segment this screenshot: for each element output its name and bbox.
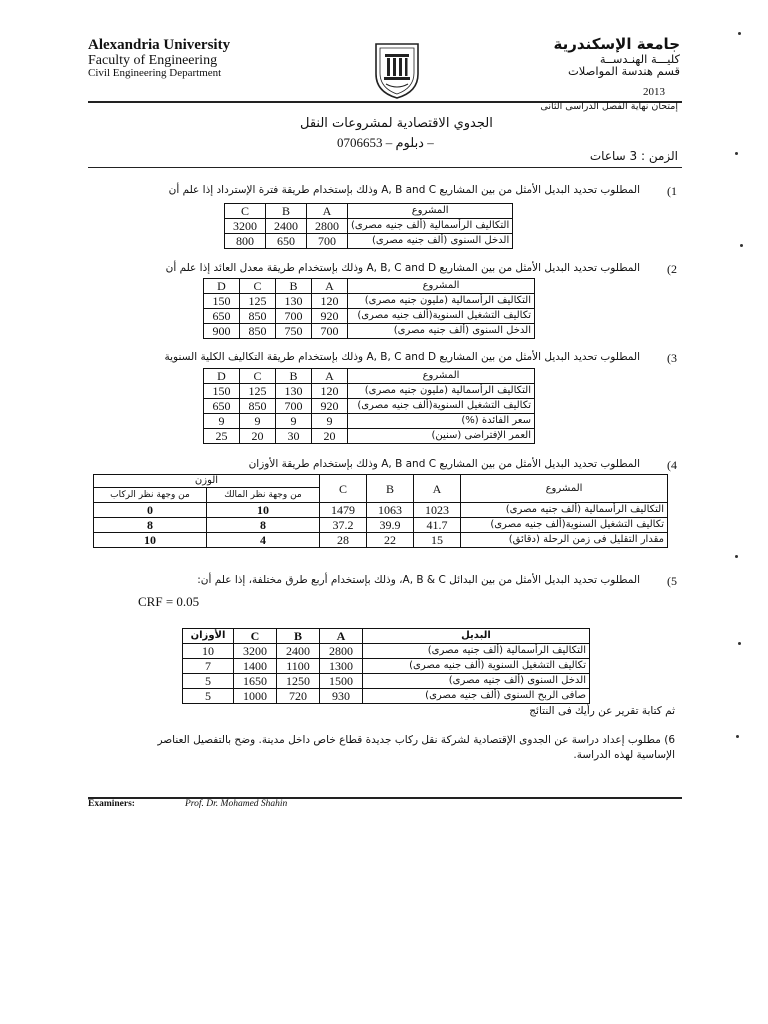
q1-table <box>224 203 513 249</box>
table-row: 3200 2400 2800 التكاليف الرأسمالية (ألف جنيه مصرى) <box>225 219 513 234</box>
table-row: 150 125 130 120 التكاليف الرأسمالية (مليون جنيه مصرى) <box>204 294 535 309</box>
university-name-ar: جامعة الإسكندرية <box>553 35 680 53</box>
q1-text: المطلوب تحديد البديل الأمثل من بين المشاريع A, B and C وذلك بإستخدام طريقة فترة الإسترداد إذا علم أن <box>168 184 640 196</box>
course-code: 0706653 – دبلوم – <box>337 135 434 150</box>
table-row: 5 1650 1250 1500 الدخل السنوى (ألف جنيه مصرى) <box>183 674 590 689</box>
q1-number: (1 <box>667 184 677 198</box>
table-row: 900 850 750 700 الدخل السنوى (ألف جنيه مصرى) <box>204 324 535 339</box>
examiner-name: Prof. Dr. Mohamed Shahin <box>185 799 288 809</box>
course-title: الجدوي الاقتصادية لمشروعات النقل <box>300 116 493 131</box>
table-header-row: الأوزان C B A البديل <box>183 629 590 644</box>
table-row: 10 4 28 22 15 مقدار التقليل فى زمن الرحلة (دقائق) <box>94 533 668 548</box>
table-header-row: D C B A المشروع <box>204 369 535 384</box>
q4-text: المطلوب تحديد البديل الأمثل من بين المشاريع A, B and C وذلك بإستخدام طريقة الأوزان <box>248 458 640 470</box>
faculty-name-ar: كليـــة الهنـدســة <box>599 51 680 66</box>
table-row: 150 125 130 120 التكاليف الرأسمالية (مليون جنيه مصرى) <box>204 384 535 399</box>
q6-line2: الإساسية لهذه الدراسة. <box>573 749 675 761</box>
q2-table <box>203 278 535 339</box>
table-row: 650 850 700 920 تكاليف التشغيل السنوية(ألف جنيه مصرى) <box>204 399 535 414</box>
table-row: 0 10 1479 1063 1023 التكاليف الرأسمالية (ألف جنيه مصرى) <box>94 503 668 518</box>
exam-year: 2013 <box>643 86 665 98</box>
q5-text: المطلوب تحديد البديل الأمثل من بين البدائل A, B & C، وذلك بإستخدام أربع طرق مختلفة، إذا علم أن: <box>197 574 640 586</box>
footer-divider <box>88 797 682 799</box>
university-header-ar <box>554 36 680 78</box>
scan-speck <box>735 555 738 558</box>
q6-line1: 6) مطلوب إعداد دراسة عن الجدوى الإقتصادية لشركة نقل ركاب جديدة قطاع خاص داخل مدينة. وضح بالتفصيل العناصر <box>157 734 675 746</box>
table-row: 9 9 9 9 سعر الفائدة (%) <box>204 414 535 429</box>
q3-table <box>203 368 535 444</box>
scan-speck <box>735 152 738 155</box>
table-row: 8 8 37.2 39.9 41.7 تكاليف التشغيل السنوية(ألف جنيه مصرى) <box>94 518 668 533</box>
university-name-en: Alexandria University <box>88 37 231 53</box>
scan-speck <box>736 735 739 738</box>
table-row: 10 3200 2400 2800 التكاليف الرأسمالية (ألف جنيه مصرى) <box>183 644 590 659</box>
table-header-row: C B A المشروع <box>225 204 513 219</box>
crf-value: CRF = 0.05 <box>138 594 200 609</box>
q2-number: (2 <box>667 262 677 276</box>
exam-title: إمتحان نهاية الفصل الدراسى الثانى <box>540 101 678 112</box>
q2-text: المطلوب تحديد البديل الأمثل من بين المشاريع A, B, C and D وذلك بإستخدام طريقة معدل العائد إذا علم أن <box>165 262 640 274</box>
scan-speck <box>738 642 741 645</box>
table-row: 650 850 700 920 تكاليف التشغيل السنوية(ألف جنيه مصرى) <box>204 309 535 324</box>
department-name-en: Civil Engineering Department <box>88 67 222 80</box>
table-row: 800 650 700 الدخل السنوى (ألف جنيه مصرى) <box>225 234 513 249</box>
q5-table <box>182 628 590 704</box>
examiners-label: Examiners: <box>88 799 135 809</box>
university-logo <box>372 40 422 102</box>
university-header-en <box>88 38 230 80</box>
table-row: 7 1400 1100 1300 تكاليف التشغيل السنوية (ألف جنيه مصرى) <box>183 659 590 674</box>
exam-duration: الزمن : 3 ساعات <box>589 149 678 163</box>
table-subheader-row: من وجهة نظر الركاب من وجهة نظر المالك <box>94 488 668 503</box>
scan-speck <box>738 32 741 35</box>
table-header-row: الوزن C B A المشروع <box>94 475 668 488</box>
scan-speck <box>740 244 743 247</box>
q3-number: (3 <box>667 351 677 365</box>
table-row: 5 1000 720 930 صافى الربح السنوى (ألف جنيه مصرى) <box>183 689 590 704</box>
table-header-row: D C B A المشروع <box>204 279 535 294</box>
faculty-name-en: Faculty of Engineering <box>88 52 218 68</box>
department-name-ar: قسم هندسة المواصلات <box>567 64 680 79</box>
q5-number: (5 <box>667 574 677 588</box>
q5-footer: ثم كتابة تقرير عن رأيك فى النتائج <box>529 705 675 717</box>
title-divider <box>88 167 682 168</box>
table-row: 25 20 30 20 العمر الإفتراضى (سنين) <box>204 429 535 444</box>
q3-text: المطلوب تحديد البديل الأمثل من بين المشاريع A, B, C and D وذلك بإستخدام طريقة التكاليف الكلية السنوية <box>164 351 640 363</box>
q4-number: (4 <box>667 458 677 472</box>
q4-table <box>93 474 668 548</box>
